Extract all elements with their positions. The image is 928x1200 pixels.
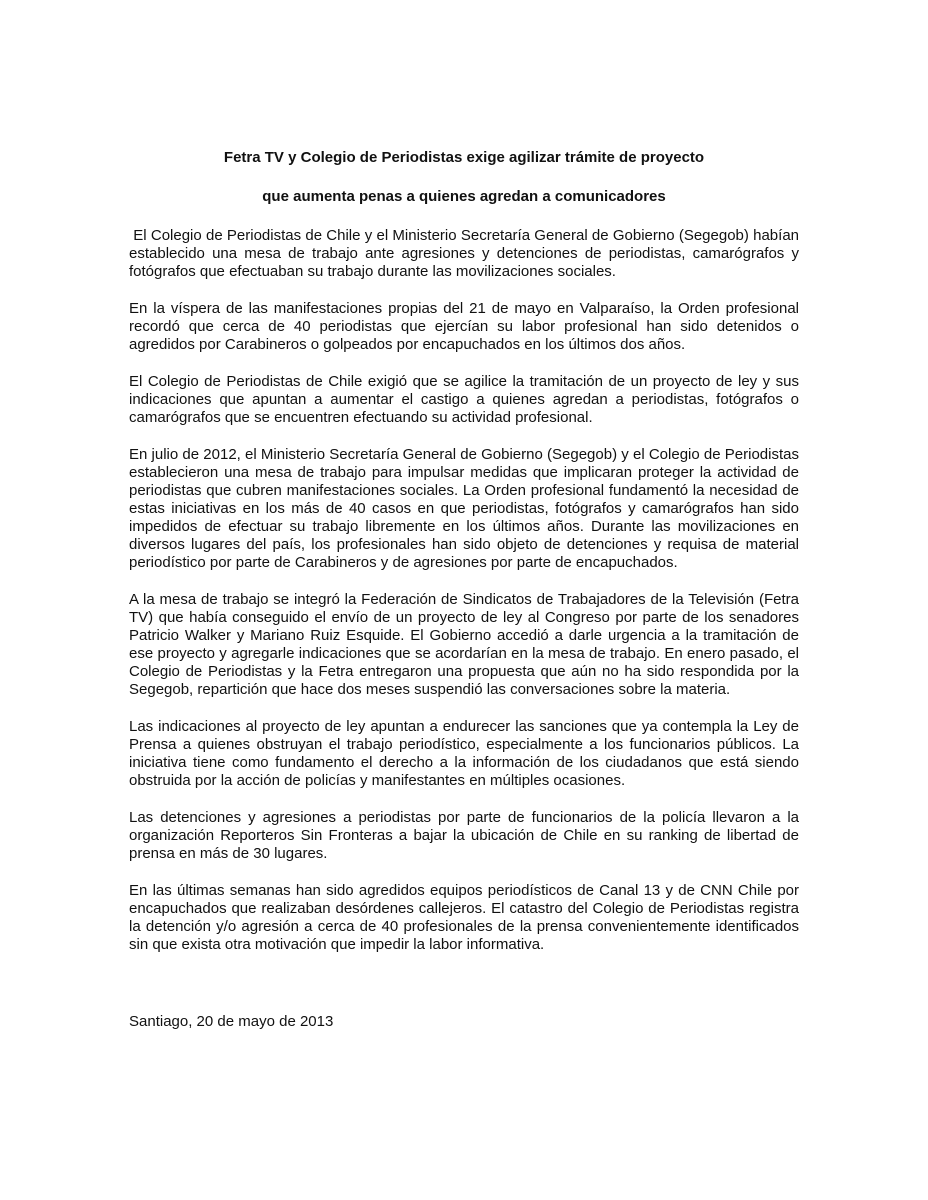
document-title-line-1: Fetra TV y Colegio de Periodistas exige agilizar trámite de proyecto [223, 149, 705, 166]
paragraph: En julio de 2012, el Ministerio Secretaría General de Gobierno (Segegob) y el Colegio de Periodistas establecieron una mesa de trabajo para impulsar medidas que implicaran proteger la actividad de periodistas que cubren manifestaciones sociales. La Orden profesional fundamentó la necesidad de estas iniciativas en los más de 40 casos en que periodistas, fotógrafos y camarógrafos han sido impedidos de efectuar su trabajo libremente en los últimos años. Durante las movilizaciones en diversos lugares del país, los profesionales han sido objeto de detenciones y requisa de material periodístico por parte de Carabineros y de agresiones por parte de encapuchados. [129, 446, 799, 571]
paragraph: Las detenciones y agresiones a periodistas por parte de funcionarios de la policía llevaron a la organización Reporteros Sin Fronteras a bajar la ubicación de Chile en su ranking de libertad de prensa en más de 30 lugares. [129, 809, 799, 862]
document-body [129, 227, 804, 973]
paragraph: En la víspera de las manifestaciones propias del 21 de mayo en Valparaíso, la Orden profesional recordó que cerca de 40 periodistas que ejercían su labor profesional han sido detenidos o agredidos por Carabineros o golpeados por encapuchados en los últimos dos años. [129, 300, 799, 353]
paragraph: A la mesa de trabajo se integró la Federación de Sindicatos de Trabajadores de la Televisión (Fetra TV) que había conseguido el envío de un proyecto de ley al Congreso por parte de los senadores Patricio Walker y Mariano Ruiz Esquide. El Gobierno accedió a darle urgencia a la tramitación de ese proyecto y agregarle indicaciones que se acordarían en la mesa de trabajo. En enero pasado, el Colegio de Periodistas y la Fetra entregaron una propuesta que aún no ha sido respondida por la Segegob, repartición que hace dos meses suspendió las conversaciones sobre la materia. [129, 591, 799, 698]
paragraph: El Colegio de Periodistas de Chile exigió que se agilice la tramitación de un proyecto de ley y sus indicaciones que apuntan a aumentar el castigo a quienes agredan a periodistas, fotógrafos o camarógrafos que se encuentren efectuando su actividad profesional. [129, 373, 799, 426]
paragraph: En las últimas semanas han sido agredidos equipos periodísticos de Canal 13 y de CNN Chile por encapuchados que realizaban desórdenes callejeros. El catastro del Colegio de Periodistas registra la detención y/o agresión a cerca de 40 profesionales de la prensa convenientemente identificados sin que exista otra motivación que impedir la labor informativa. [129, 882, 799, 953]
paragraph: El Colegio de Periodistas de Chile y el Ministerio Secretaría General de Gobierno (Segegob) habían establecido una mesa de trabajo ante agresiones y detenciones de periodistas, camarógrafos y fotógrafos que efectuaban su trabajo durante las movilizaciones sociales. [129, 227, 804, 280]
place-date: Santiago, 20 de mayo de 2013 [129, 1013, 334, 1030]
paragraph: Las indicaciones al proyecto de ley apuntan a endurecer las sanciones que ya contempla la Ley de Prensa a quienes obstruyan el trabajo periodístico, especialmente a los funcionarios públicos. La iniciativa tiene como fundamento el derecho a la información de los ciudadanos que está siendo obstruida por la acción de policías y manifestantes en múltiples ocasiones. [129, 718, 799, 789]
document-title-line-2: que aumenta penas a quienes agredan a comunicadores [262, 188, 666, 205]
